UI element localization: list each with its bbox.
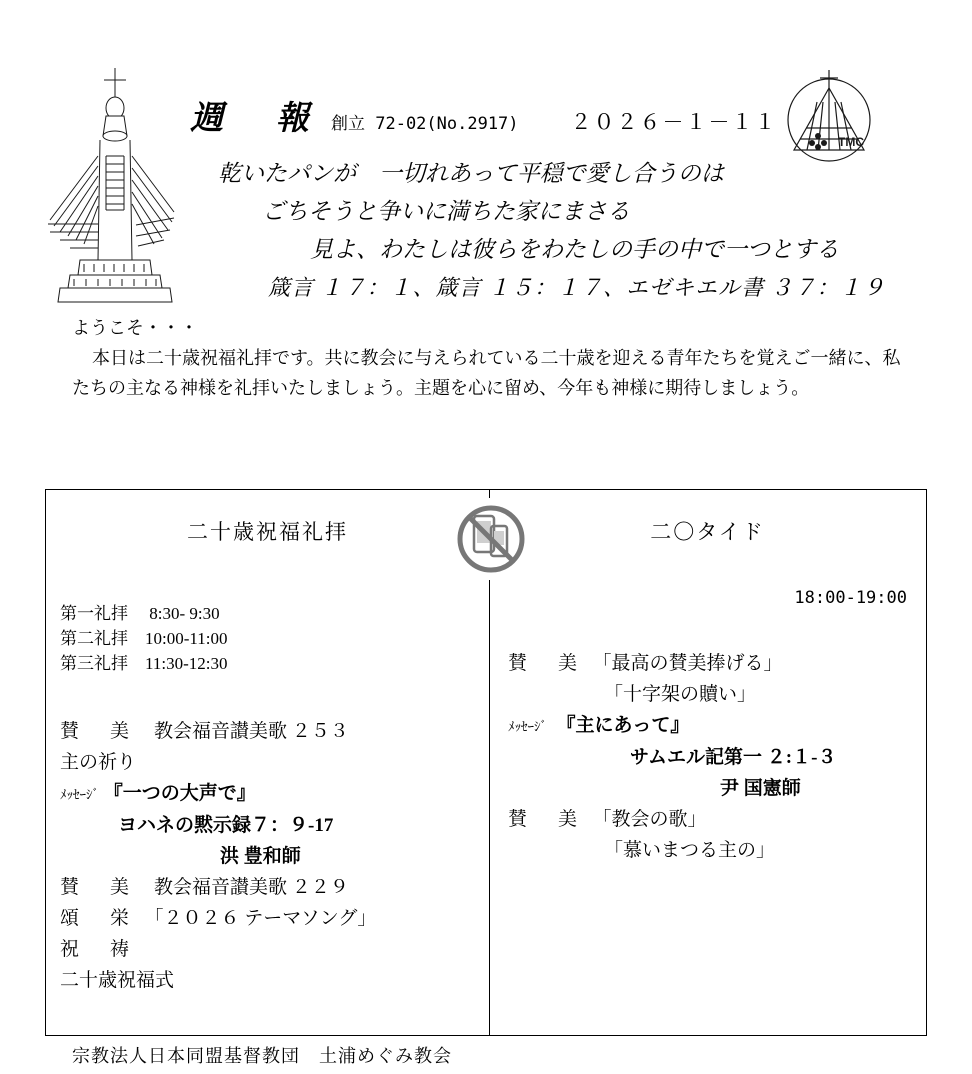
tmc-logo-text: TMC (838, 135, 864, 149)
program-item-label: 賛 美 (60, 721, 136, 742)
program-item-label: ﾒｯｾｰｼﾞ (508, 719, 547, 734)
program-item (508, 679, 925, 710)
program-item-label: 賛 美 (508, 653, 584, 674)
program-item (60, 872, 489, 903)
program-item-label: 二十歳祝福式 (60, 970, 175, 991)
verse-line-3: 見よ、わたしは彼らをわたしの手の中で一つとする (310, 237, 839, 262)
welcome-body: 本日は二十歳祝福礼拝です。共に教会に与えられている二十歳を迎える青年たちを覚えご一緒に、私たちの主なる神様を礼拝いたしましょう。主題を心に留め、今年も神様に期待しましょう。 (72, 348, 901, 398)
right-column-heading: 二〇タイド (650, 520, 765, 544)
program-item (60, 778, 489, 810)
program-item (60, 965, 489, 996)
program-item (60, 747, 489, 778)
program-item-text: 「十字架の贖い」 (604, 684, 757, 705)
program-column-left (46, 490, 490, 1035)
right-program-items (508, 630, 925, 866)
issue-date: ２０２６－１－１１ (570, 110, 778, 134)
program-item (508, 804, 925, 835)
program-item (508, 773, 925, 804)
left-column-heading: 二十歳祝福礼拝 (187, 520, 348, 544)
issue-number: 創立 72-02(No.2917) (331, 114, 519, 134)
church-steeple-illustration (40, 60, 190, 305)
program-item-label: 賛 美 (60, 877, 136, 898)
service-time-row: 第二礼拝 10:00-11:00 (60, 629, 228, 648)
welcome-section (72, 313, 912, 403)
program-item-text: 「２０２６ テーマソング」 (154, 908, 377, 929)
program-item-text: ヨハネの黙示録７：９-17 (118, 815, 334, 836)
program-item (508, 742, 925, 773)
evening-service-time: 18:00-19:00 (794, 588, 907, 608)
scripture-verse (190, 155, 950, 307)
program-item (60, 903, 489, 934)
program-item-label: 頌 栄 (60, 908, 136, 929)
program-item (60, 841, 489, 872)
program-item-text: 「教会の歌」 (602, 809, 707, 830)
program-item-label: ﾒｯｾｰｼﾞ (60, 787, 99, 802)
welcome-lead: ようこそ・・・ (72, 318, 198, 338)
program-item-label: 主の祈り (60, 752, 137, 773)
program-item-text: 『主にあって』 (566, 715, 690, 736)
program-item (508, 710, 925, 742)
program-item-label: 賛 美 (508, 809, 584, 830)
program-item (508, 835, 925, 866)
program-item-text: 教会福音讃美歌 ２２９ (154, 877, 349, 898)
program-item (60, 716, 489, 747)
page-title: 週 報 (190, 98, 319, 137)
service-time-row: 第一礼拝 8:30- 9:30 (60, 604, 220, 623)
program-table (45, 489, 927, 1036)
speaker-name: 尹 国憲師 (720, 778, 801, 799)
program-item (60, 810, 489, 841)
left-program-items (60, 698, 489, 996)
program-item-text: 「慕いまつる主の」 (604, 840, 776, 861)
document-header (0, 0, 972, 310)
program-item-text: 「最高の賛美捧げる」 (602, 653, 783, 674)
program-item-text: 教会福音讃美歌 ２５３ (154, 721, 349, 742)
speaker-name: 洪 豊和師 (220, 846, 301, 867)
no-mobile-phone-icon (450, 498, 532, 580)
program-item-text: サムエル記第一 ２:１-３ (630, 747, 837, 768)
program-column-right (490, 490, 925, 1035)
footer-church-name: 宗教法人日本同盟基督教団 土浦めぐみ教会 (72, 1046, 452, 1066)
verse-line-2: ごちそうと争いに満ちた家にまさる (262, 199, 630, 224)
title-row (190, 92, 810, 139)
verse-reference: 箴言 １７：１、箴言 １５：１７、エゼキエル書 ３７：１９ (268, 275, 886, 300)
program-item (60, 934, 489, 965)
program-item-text: 『一つの大声で』 (103, 783, 256, 804)
program-item-label: 祝 祷 (60, 939, 136, 960)
service-times-list (60, 601, 489, 676)
program-item (508, 648, 925, 679)
service-time-row: 第三礼拝 11:30-12:30 (60, 654, 228, 673)
verse-line-1: 乾いたパンが 一切れあって平穏で愛し合うのは (218, 161, 724, 186)
